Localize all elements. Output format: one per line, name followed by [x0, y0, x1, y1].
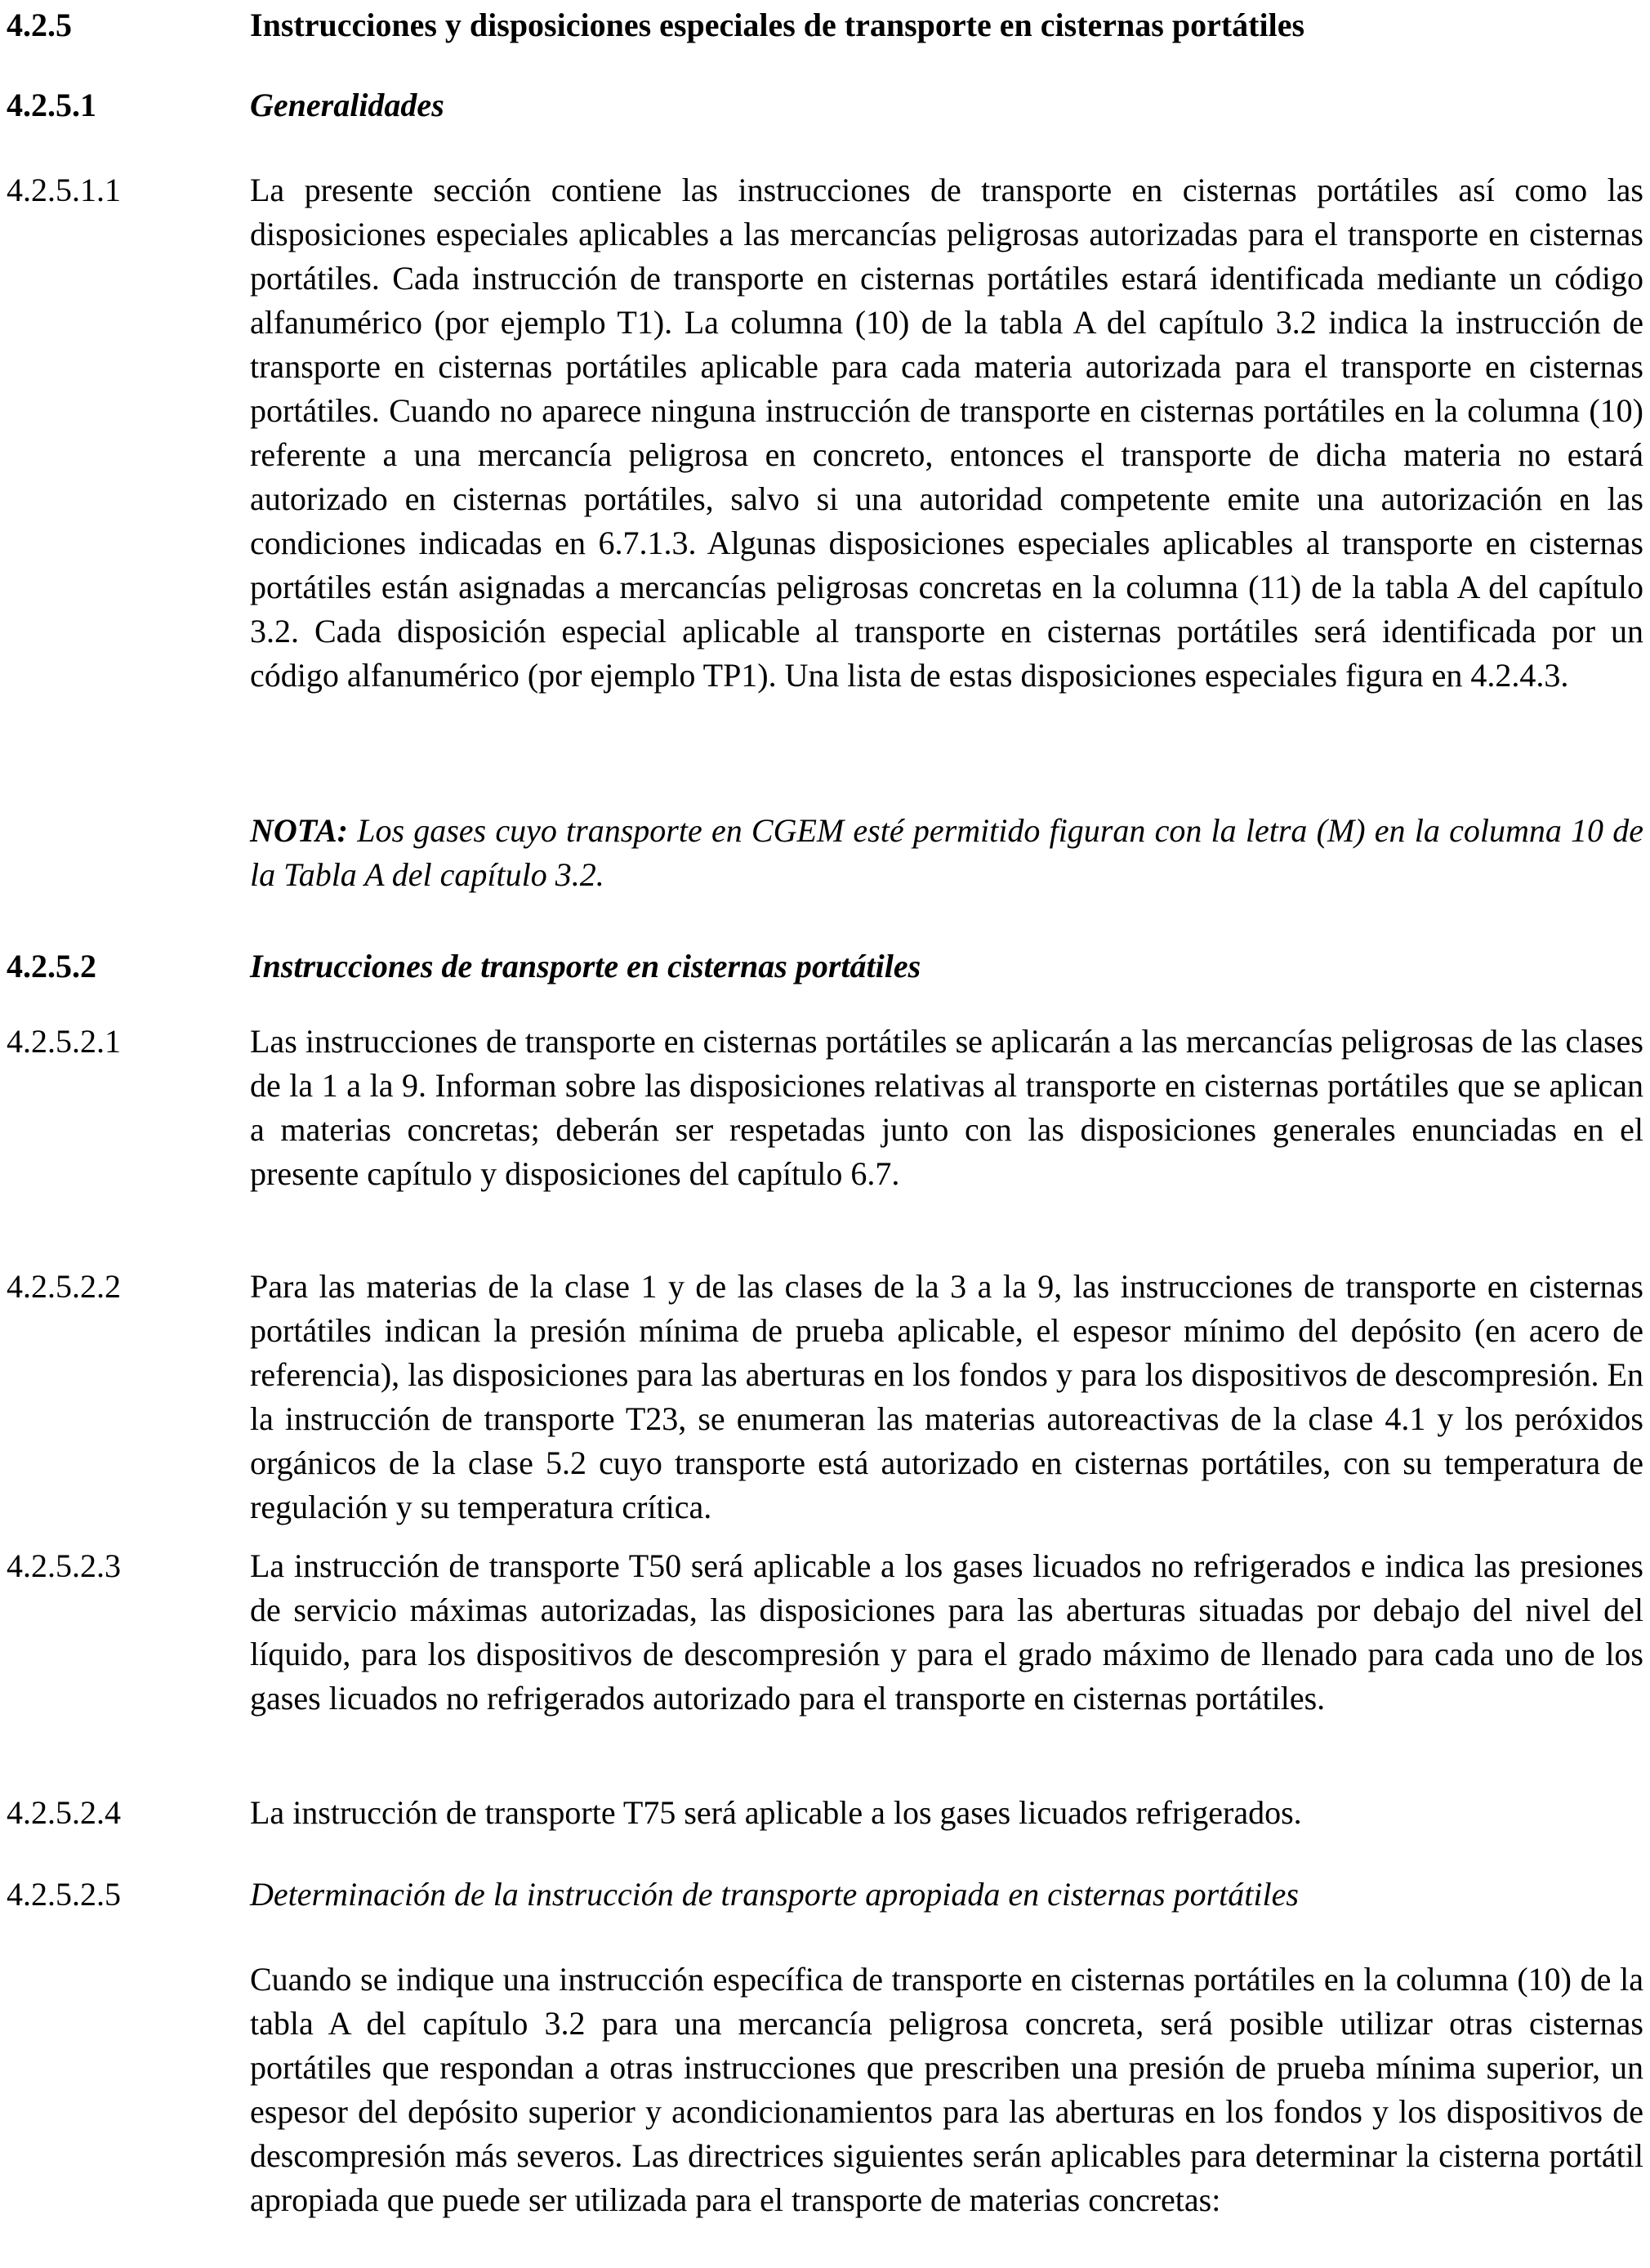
section-number: 4.2.5 — [7, 7, 72, 43]
paragraph-text: La presente sección contiene las instrucciones de transporte en cisternas portátiles así como las disposiciones especiales aplicables a las mercancías peligrosas autorizadas para el transporte en cisternas portátiles. Cada instrucción de transporte en cisternas portátiles estará identificada mediante un código alfanumérico (por ejemplo T1). La columna (10) de la tabla A del capítulo 3.2 indica la instrucción de transporte en cisternas portátiles aplicable para cada materia autorizada para el transporte en cisternas portátiles. Cuando no aparece ninguna instrucción de transporte en cisternas portátiles en la columna (10) referente a una mercancía peligrosa en concreto, entonces el transporte de dicha materia no estará autorizado en cisternas portátiles, salvo si una autoridad competente emite una autorización en las condiciones indicadas en 6.7.1.3. Algunas disposiciones especiales aplicables al transporte en cisternas portátiles están asignadas a mercancías peligrosas concretas en la columna (11) de la tabla A del capítulo 3.2. Cada disposición especial aplicable al transporte en cisternas portátiles será identificada por un código alfanumérico (por ejemplo TP1). Una lista de estas disposiciones especiales figura en 4.2.4.3. — [250, 172, 1643, 694]
paragraph-text: La instrucción de transporte T75 será aplicable a los gases licuados refrigerados. — [250, 1794, 1302, 1831]
paragraph-number: 4.2.5.2.2 — [7, 1268, 121, 1305]
paragraph-text: La instrucción de transporte T50 será aplicable a los gases licuados no refrigerados e indica las presiones de servicio máximas autorizadas, las disposiciones para las aberturas situadas por debajo del nivel del líquido, para los dispositivos de descompresión y para el grado máximo de llenado para cada uno de los gases licuados no refrigerados autorizado para el transporte en cisternas portátiles. — [250, 1547, 1643, 1717]
subsection-number: 4.2.5.1 — [7, 87, 96, 123]
paragraph-number: 4.2.5.2.4 — [7, 1794, 121, 1831]
subsection-number: 4.2.5.2 — [7, 948, 96, 984]
note-paragraph — [250, 809, 1643, 897]
note-label: NOTA: — [250, 812, 348, 849]
section-title: Instrucciones y disposiciones especiales de transporte en cisternas portátiles — [250, 7, 1305, 43]
paragraph-number: 4.2.5.2.1 — [7, 1023, 121, 1060]
subsection-title: Instrucciones de transporte en cisternas portátiles — [250, 948, 921, 984]
paragraph-text: Para las materias de la clase 1 y de las clases de la 3 a la 9, las instrucciones de transporte en cisternas portátiles indican la presión mínima de prueba aplicable, el espesor mínimo del depósito (en acero de referencia), las disposiciones para las aberturas en los fondos y para los dispositivos de descompresión. En la instrucción de transporte T23, se enumeran las materias autoreactivas de la clase 4.1 y los peróxidos orgánicos de la clase 5.2 cuyo transporte está autorizado en cisternas portátiles, con su temperatura de regulación y su temperatura crítica. — [250, 1268, 1643, 1525]
subsection-title: Generalidades — [250, 87, 444, 123]
paragraph-title: Determinación de la instrucción de transporte apropiada en cisternas portátiles — [250, 1876, 1299, 1913]
paragraph-text: Las instrucciones de transporte en cisternas portátiles se aplicarán a las mercancías peligrosas de las clases de la 1 a la 9. Informan sobre las disposiciones relativas al transporte en cisternas portátiles que se aplican a materias concretas; deberán ser respetadas junto con las disposiciones generales enunciadas en el presente capítulo y disposiciones del capítulo 6.7. — [250, 1023, 1643, 1192]
paragraph-number: 4.2.5.2.3 — [7, 1547, 121, 1584]
paragraph-text: Cuando se indique una instrucción específica de transporte en cisternas portátiles en la columna (10) de la tabla A del capítulo 3.2 para una mercancía peligrosa concreta, será posible utilizar otras cisternas portátiles que respondan a otras instrucciones que prescriben una presión de prueba mínima superior, un espesor del depósito superior y acondicionamientos para las aberturas en los fondos y los dispositivos de descompresión más severos. Las directrices siguientes serán aplicables para determinar la cisterna portátil apropiada que puede ser utilizada para el transporte de materias concretas: — [250, 1961, 1643, 2218]
paragraph-number: 4.2.5.2.5 — [7, 1876, 121, 1913]
paragraph-number: 4.2.5.1.1 — [7, 172, 121, 208]
note-text: Los gases cuyo transporte en CGEM esté permitido figuran con la letra (M) en la columna 10 de la Tabla A del capítulo 3.2. — [250, 812, 1643, 893]
